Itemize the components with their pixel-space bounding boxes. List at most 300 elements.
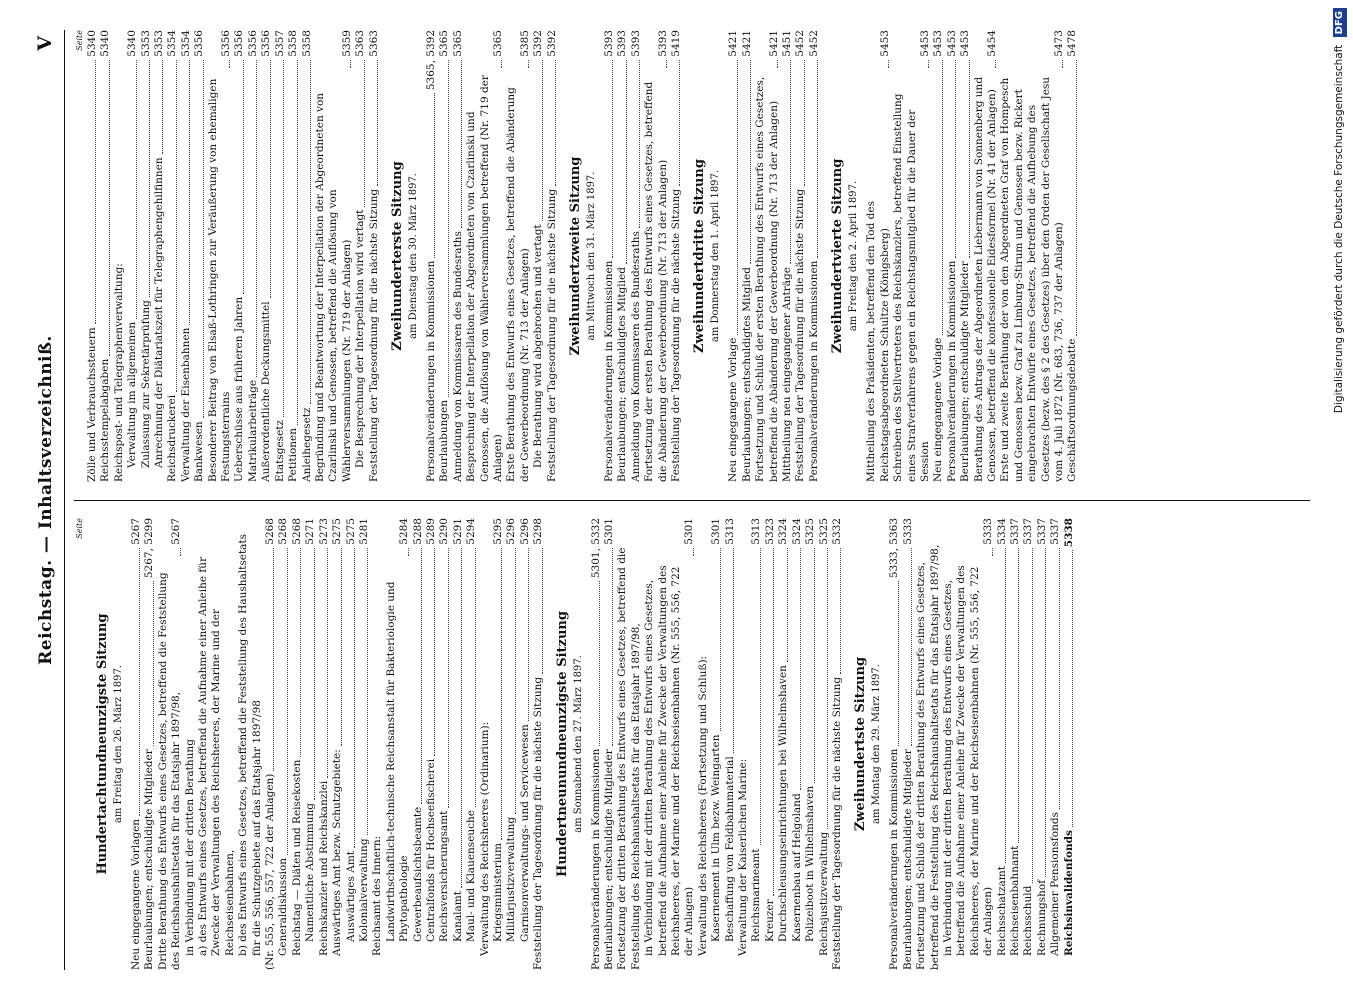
dot-leader bbox=[153, 581, 154, 746]
dot-leader bbox=[528, 60, 529, 68]
entry-page: 5333 bbox=[901, 518, 914, 545]
index-entry bbox=[452, 518, 465, 970]
index-entry bbox=[697, 518, 710, 970]
index-entry bbox=[794, 30, 807, 482]
entry-text: Beurlaubungen; entschuldigte Mitglieder bbox=[143, 749, 156, 970]
index-entry bbox=[264, 518, 277, 970]
session-title: Zweihundertste Sitzung bbox=[853, 656, 869, 832]
index-entry bbox=[465, 518, 478, 970]
entry-page: 5301, 5332 bbox=[589, 518, 602, 579]
entry-page: 5296 bbox=[518, 518, 531, 545]
entry-page: 5353 bbox=[139, 30, 152, 57]
index-entry bbox=[603, 30, 616, 482]
index-entry bbox=[153, 30, 166, 482]
dot-leader bbox=[840, 548, 841, 674]
index-entry bbox=[368, 30, 381, 482]
entry-page: 5313 bbox=[750, 518, 763, 545]
index-entry bbox=[492, 518, 505, 970]
section-198 bbox=[94, 518, 546, 970]
entry-page: 5324 bbox=[790, 518, 803, 545]
entry-text: Polizeiboot in Wilhelmshaven bbox=[804, 785, 817, 942]
entry-page: 5288 bbox=[411, 518, 424, 545]
dot-leader bbox=[626, 60, 627, 264]
section-200 bbox=[852, 518, 1076, 970]
entry-text: Auswärtiges Amt bezw. Schutzgebiete: bbox=[331, 749, 344, 956]
entry-page: 5337 bbox=[1022, 518, 1035, 545]
index-entry bbox=[519, 518, 532, 970]
entry-text: Reichsschatzamt bbox=[995, 866, 1008, 956]
dot-leader bbox=[350, 60, 351, 68]
entry-page: 5452 bbox=[794, 30, 807, 57]
index-entry bbox=[831, 518, 844, 970]
entry-page: 5363 bbox=[354, 30, 367, 57]
dot-leader bbox=[790, 60, 791, 264]
dot-leader bbox=[911, 548, 912, 746]
dot-leader bbox=[666, 60, 667, 68]
index-entry bbox=[184, 518, 197, 970]
entry-page: 5365 bbox=[438, 30, 451, 57]
entry-page: 5419 bbox=[670, 30, 683, 57]
index-entry bbox=[358, 518, 371, 970]
entry-page: 5324 bbox=[777, 518, 790, 545]
entry-text: Anmeldung von Kommissaren des Bundesraths bbox=[451, 231, 464, 482]
entry-page: 5275 bbox=[344, 518, 357, 545]
section-203 bbox=[691, 30, 821, 482]
index-entry bbox=[590, 518, 603, 970]
header-title: Reichstag. — Inhaltsverzeichniß. bbox=[36, 335, 56, 665]
entry-text: Kasernement in Ulm bezw. Weingarten bbox=[710, 734, 723, 942]
entry-page: 5357 bbox=[273, 30, 286, 57]
index-entry bbox=[616, 518, 643, 970]
entry-text: Beurlaubungen; entschuldigte Mitglieder bbox=[901, 749, 914, 970]
index-entry bbox=[892, 30, 932, 482]
index-entry bbox=[331, 518, 344, 970]
dot-leader bbox=[1059, 548, 1060, 809]
entry-text: Personalveränderungen in Kommissionen bbox=[807, 260, 820, 482]
entry-page: 5284 bbox=[398, 518, 411, 545]
entry-page: 5358 bbox=[287, 30, 300, 57]
dot-leader bbox=[461, 60, 462, 228]
index-entry bbox=[113, 30, 126, 482]
dot-leader bbox=[928, 60, 929, 68]
section-199 bbox=[554, 518, 845, 970]
entry-text: Verwaltung des Reichsheeres (Ordinarium): bbox=[478, 721, 491, 956]
index-entry bbox=[126, 30, 139, 482]
entry-page: 5325 bbox=[817, 518, 830, 545]
entry-text: Personalveränderungen in Kommissionen bbox=[589, 748, 602, 970]
entry-page: 5291 bbox=[451, 518, 464, 545]
dfg-logo: DFG bbox=[1333, 8, 1347, 37]
entry-text: in Verbindung mit der dritten Berathung des Entwurfs eines Gesetzes, betreffend die Aufnahme einer Anleihe für Zwecke der Verwaltungen des Reichsheeres, der Marine und der Reichseisenbahnen (Nr. 555, 556, 722 der Anlagen) bbox=[941, 565, 995, 956]
entry-text: Feststellung der Tagesordnung für die nächste Sitzung bbox=[670, 188, 683, 482]
entry-page: 5356 bbox=[246, 30, 259, 57]
entry-text: a) des Entwurfs eines Gesetzes, betreffend die Aufnahme einer Anleihe für Zwecke der Verwaltungen des Reichsheeres, der Marine und der Reichseisenbahnen, bbox=[197, 556, 236, 956]
index-entry bbox=[247, 30, 260, 482]
entry-text: Petitionen bbox=[287, 427, 300, 482]
entry-page: 5356 bbox=[193, 30, 206, 57]
index-entry bbox=[260, 30, 273, 482]
entry-page: 5392 bbox=[532, 30, 545, 57]
entry-text: Beschaffung von Feldbahnmaterial bbox=[723, 756, 736, 942]
entry-page: 5453 bbox=[945, 30, 958, 57]
entry-text: Besprechung der Interpellation der Abgeordneten von Czarlinski und Genossen, die Auflösung von Wählerversammlungen betreffend (Nr. 719 der Anlagen) bbox=[465, 75, 504, 482]
dot-leader bbox=[162, 60, 163, 155]
entry-page: 5267, 5299 bbox=[143, 518, 156, 579]
entry-text: Feststellung der Tagesordnung für die nächste Sitzung bbox=[794, 188, 807, 482]
dot-leader bbox=[95, 60, 96, 325]
entry-page: 5301 bbox=[683, 518, 696, 545]
entry-text: Geschäftsordnungsdebatte bbox=[1066, 338, 1079, 482]
dot-leader bbox=[149, 60, 150, 297]
entry-text: Reichsdruckerei bbox=[166, 394, 179, 482]
entry-page: 5356 bbox=[220, 30, 233, 57]
entry-page: 5421 bbox=[727, 30, 740, 57]
entry-page: 5421 bbox=[740, 30, 753, 57]
dot-leader bbox=[737, 60, 738, 335]
entry-page: 5295 bbox=[491, 518, 504, 545]
entry-text: Fortsetzung der dritten Berathung des Entwurfs eines Gesetzes, betreffend die Feststellung des Reichshaushaltsetats für das Etatsjahr 1897/98, bbox=[616, 547, 642, 970]
entry-text: Anmeldung von Kommissaren des Bundesraths bbox=[629, 231, 642, 482]
entry-text: Zölle und Verbrauchssteuern bbox=[86, 327, 98, 482]
entry-text: Landwirthschaftlich-technische Reichsanstalt für Bakteriologie und Phytopathologie bbox=[384, 581, 411, 942]
entry-page: 5337 bbox=[1035, 518, 1048, 545]
entry-page: 5363 bbox=[367, 30, 380, 57]
entry-text: Reichspost- und Telegraphenverwaltung: bbox=[112, 263, 125, 482]
entry-page: 5385 bbox=[518, 30, 531, 57]
index-entry bbox=[479, 518, 492, 970]
dot-leader bbox=[827, 548, 828, 829]
entry-page: 5392 bbox=[545, 30, 558, 57]
dot-leader bbox=[283, 60, 284, 417]
session-date: am Mittwoch den 31. März 1897. bbox=[586, 171, 597, 341]
entry-text: Besonderer Beitrag von Elsaß-Lothringen zur Veräußerung von ehemaligen Festungsterrains bbox=[206, 78, 233, 482]
entry-text: Fortsetzung und Schluß der ersten Berathung des Entwurfs eines Gesetzes, betreffend die Abänderung der Gewerbeordnung (Nr. 713 der Anlagen) bbox=[754, 76, 780, 482]
dot-leader bbox=[1062, 60, 1063, 68]
entry-text: Verwaltung des Reichsheeres (Fortsetzung und Schluß): bbox=[696, 655, 709, 956]
dot-leader bbox=[327, 548, 328, 778]
entry-text: Generaldiskussion bbox=[277, 857, 290, 956]
dot-leader bbox=[297, 60, 298, 425]
rotated-index-page bbox=[30, 30, 1320, 970]
session-date: am Donnerstag den 1. April 1897. bbox=[710, 169, 722, 343]
index-entry bbox=[425, 30, 438, 482]
dot-leader bbox=[777, 60, 778, 68]
dot-leader bbox=[364, 60, 365, 207]
dot-leader bbox=[555, 60, 556, 186]
entry-text: b) des Entwurfs eines Gesetzes, betreffend die Feststellung des Haushaltsetats für die Schutzgebiete auf das Etatsjahr 1897/98 bbox=[237, 533, 263, 956]
entry-text: Beurlaubungen; entschuldigtes Mitglied bbox=[740, 267, 753, 482]
session-title: Zweihundertdritte Sitzung bbox=[692, 159, 708, 353]
funding-note bbox=[1328, 8, 1350, 992]
entry-page: 5333 bbox=[982, 518, 995, 545]
entry-page: 5453 bbox=[918, 30, 931, 57]
dot-leader bbox=[434, 548, 435, 756]
entry-text: Kreuzer bbox=[763, 899, 776, 942]
index-entry bbox=[318, 518, 331, 970]
dot-leader bbox=[720, 548, 721, 732]
index-entry bbox=[902, 518, 915, 970]
entry-text: Bankwesen bbox=[193, 421, 206, 482]
entry-text: Neu eingegangene Vorlagen bbox=[130, 818, 142, 970]
index-entry bbox=[233, 30, 246, 482]
entry-page: 5337 bbox=[1049, 518, 1062, 545]
dot-leader bbox=[942, 60, 943, 335]
dot-leader bbox=[354, 548, 355, 848]
session-title: Zweihundertzweite Sitzung bbox=[568, 156, 583, 356]
index-entry bbox=[1036, 518, 1049, 970]
entry-page: 5453 bbox=[959, 30, 972, 57]
entry-text: Rechnungshof bbox=[1035, 879, 1048, 956]
dot-leader bbox=[287, 548, 288, 855]
index-entry bbox=[180, 30, 193, 482]
dot-leader bbox=[300, 548, 301, 757]
index-entry bbox=[932, 30, 945, 482]
index-entry bbox=[314, 30, 354, 482]
index-entry bbox=[86, 30, 99, 482]
dot-leader bbox=[814, 548, 815, 783]
index-entry bbox=[942, 518, 996, 970]
dot-leader bbox=[1072, 550, 1073, 827]
entry-text: Neu eingegangene Vorlage bbox=[932, 337, 945, 482]
entry-page: 5340 bbox=[86, 30, 98, 57]
dot-leader bbox=[612, 60, 613, 258]
dot-leader bbox=[310, 60, 311, 405]
dot-leader bbox=[109, 60, 110, 356]
entry-text: Die Besprechung der Interpellation wird vertagt bbox=[354, 209, 367, 468]
entry-page: 5453 bbox=[878, 30, 891, 57]
index-entry bbox=[865, 30, 892, 482]
entry-text: Centralfonds für Hochseefischerei bbox=[424, 758, 437, 942]
entry-text: Auswärtiges Amt bbox=[344, 851, 357, 942]
index-entry bbox=[915, 518, 942, 970]
dot-leader bbox=[955, 60, 956, 258]
entry-page: 5393 bbox=[616, 30, 629, 57]
index-entry bbox=[727, 30, 740, 482]
entry-text: (Nr. 555, 556, 557, 722 der Anlagen) bbox=[264, 773, 277, 970]
dot-leader bbox=[1005, 548, 1006, 863]
entry-text: Reichsamt des Innern: bbox=[371, 835, 384, 956]
session-title: Hundertneunundneunzigste Sitzung bbox=[554, 611, 570, 877]
entry-text: Schreiben des Stellvertreters des Reichskanzlers, betreffend Einstellung eines Strafverfahrens gegen ein Reichstagsmitglied für die Dauer der Session bbox=[892, 93, 931, 482]
index-entry bbox=[354, 30, 367, 482]
entry-page: 5323 bbox=[763, 518, 776, 545]
index-entry bbox=[301, 30, 314, 482]
dot-leader bbox=[787, 548, 788, 662]
running-header bbox=[30, 30, 65, 970]
index-entry bbox=[532, 30, 545, 482]
entry-text: Feststellung der Tagesordnung für die nächste Sitzung bbox=[367, 188, 380, 482]
entry-text: Beurlaubungen; entschuldigte Mitglieder bbox=[959, 261, 972, 482]
dot-leader bbox=[139, 548, 140, 816]
index-entry bbox=[777, 518, 790, 970]
dot-leader bbox=[693, 548, 694, 556]
dot-leader bbox=[189, 60, 190, 325]
index-entry bbox=[603, 518, 616, 970]
entry-text: Gewerbeaufsichtsbeamte bbox=[411, 806, 424, 942]
entry-page: 5267 bbox=[170, 518, 183, 545]
index-entry bbox=[130, 518, 143, 970]
index-entry bbox=[1066, 30, 1079, 482]
entry-page: 5356 bbox=[260, 30, 273, 57]
dot-leader bbox=[176, 60, 177, 392]
entry-text: Maul- und Klauenseuche bbox=[465, 809, 478, 942]
entry-text: Berathung des Antrags der Abgeordneten Liebermann von Sonnenberg und Genossen, betreffend die konfessionelle Eidesformel (Nr. 41 der Anlagen) bbox=[972, 76, 998, 482]
dot-leader bbox=[243, 60, 244, 294]
entry-page: 5337 bbox=[1008, 518, 1021, 545]
entry-text: Reichsstempelabgaben bbox=[99, 358, 112, 482]
entry-page: 5268 bbox=[290, 518, 303, 545]
dot-leader bbox=[421, 548, 422, 804]
entry-page: 5421 bbox=[767, 30, 780, 57]
index-entry bbox=[277, 518, 290, 970]
session-date: am Dienstag den 30. März 1897. bbox=[407, 173, 419, 339]
dot-leader bbox=[448, 60, 449, 397]
entry-page: 5273 bbox=[317, 518, 330, 545]
entry-text: Reichsschuld bbox=[1022, 885, 1035, 956]
entry-text: Namentliche Abstimmung bbox=[304, 803, 317, 942]
entry-text: Militärjustizverwaltung bbox=[505, 816, 518, 942]
index-entry bbox=[946, 30, 959, 482]
entry-text: Anrechnung der Diätariatszeit für Telegraphengehilfinnen bbox=[153, 157, 166, 468]
entry-text: Kriegsministerium bbox=[491, 843, 504, 942]
entry-page: 5354 bbox=[166, 30, 179, 57]
entry-page: 5332 bbox=[830, 518, 843, 545]
index-entry bbox=[973, 30, 1000, 482]
index-entry bbox=[710, 518, 723, 970]
entry-page: 5354 bbox=[179, 30, 192, 57]
index-entry bbox=[166, 30, 179, 482]
dot-leader bbox=[992, 548, 993, 556]
index-entry bbox=[888, 518, 901, 970]
dot-leader bbox=[434, 93, 435, 257]
index-entry bbox=[291, 518, 304, 970]
index-entry bbox=[140, 30, 153, 482]
entry-text: Kolonialverwaltung bbox=[357, 838, 370, 942]
index-entry bbox=[764, 518, 777, 970]
entry-text: Kasernenbau auf Helgoland bbox=[790, 793, 803, 942]
dot-leader bbox=[542, 548, 543, 674]
index-entry bbox=[754, 30, 781, 482]
index-entry bbox=[643, 518, 697, 970]
entry-page: 5393 bbox=[603, 30, 615, 57]
entry-page: 5365 bbox=[451, 30, 464, 57]
entry-text: Kanalamt bbox=[451, 891, 464, 942]
entry-page: 5298 bbox=[532, 518, 545, 545]
dot-leader bbox=[367, 548, 368, 836]
index-entry bbox=[304, 518, 317, 970]
index-entry bbox=[781, 30, 794, 482]
entry-page: 5451 bbox=[781, 30, 794, 57]
index-entry bbox=[237, 518, 264, 970]
entry-page: 5473 bbox=[1052, 30, 1065, 57]
entry-page: 5393 bbox=[629, 30, 642, 57]
dot-leader bbox=[817, 60, 818, 258]
entry-page: 5359 bbox=[340, 30, 353, 57]
dot-leader bbox=[229, 60, 230, 68]
dot-leader bbox=[448, 548, 449, 808]
index-entry bbox=[804, 518, 817, 970]
entry-text: Personalveränderungen in Kommissionen bbox=[945, 260, 958, 482]
dot-leader bbox=[639, 60, 640, 228]
section-202 bbox=[567, 30, 683, 482]
entry-text: Mittheilung des Präsidenten, betreffend den Tod des Reichstagsabgeordneten Schultze (Königsberg) bbox=[865, 201, 891, 482]
entry-text: Erste und zweite Berathung der von den Abgeordneten Graf von Hompesch und Genossen bezw. Graf zu Limburg-Stirum und Genossen bezw. Rickert eingebrachten Entwürfe eines Gesetzes, betreffend die Aufhebung des Gesetzes (bezw. des § 2 des Gesetzes) über den Orden der Gesellschaft Jesu vom 4. Juli 1872 (Nr. 683, 736, 737 der Anlagen) bbox=[999, 76, 1065, 482]
dot-leader bbox=[612, 548, 613, 746]
dot-leader bbox=[461, 548, 462, 888]
index-entry bbox=[546, 30, 559, 482]
entry-text: Verwaltung der Eisenbahnen bbox=[179, 327, 192, 482]
index-entry bbox=[274, 30, 287, 482]
session-title: Hundertachtundneunzigste Sitzung bbox=[95, 613, 110, 875]
entry-page: 5340 bbox=[99, 30, 112, 57]
index-entry bbox=[999, 30, 1066, 482]
seite-label: Seite bbox=[75, 518, 84, 539]
dot-leader bbox=[501, 60, 502, 68]
dot-leader bbox=[501, 548, 502, 840]
index-entry bbox=[371, 518, 384, 970]
dot-leader bbox=[408, 548, 409, 556]
dot-leader bbox=[599, 581, 600, 745]
dot-leader bbox=[888, 60, 889, 68]
dot-leader bbox=[1018, 548, 1019, 843]
entry-page: 5301 bbox=[603, 518, 615, 545]
dot-leader bbox=[203, 60, 204, 419]
entry-page: 5338 bbox=[1062, 518, 1075, 548]
entry-page: 5333, 5363 bbox=[888, 518, 901, 579]
entry-text: Reichstag — Diäten und Reisekosten bbox=[290, 759, 303, 956]
dot-leader bbox=[679, 60, 680, 186]
entry-text: Fortsetzung und Schluß der dritten Berathung des Entwurfs eines Gesetzes, betreffend die Feststellung des Reichshaushaltsetats für das Etatsjahr 1897/98, bbox=[915, 544, 941, 970]
dot-leader bbox=[542, 60, 543, 222]
entry-text: Neu eingegangene Vorlage bbox=[727, 337, 740, 482]
entry-page: 5478 bbox=[1066, 30, 1079, 57]
index-entry bbox=[452, 30, 465, 482]
entry-text: Reichsjustizverwaltung bbox=[817, 831, 830, 956]
page-number: V bbox=[34, 36, 56, 51]
dot-leader bbox=[995, 60, 996, 68]
index-entry bbox=[616, 30, 629, 482]
dot-leader bbox=[180, 548, 181, 556]
dot-leader bbox=[760, 548, 761, 846]
index-entry bbox=[287, 30, 300, 482]
index-entry bbox=[505, 518, 518, 970]
entry-page: 5353 bbox=[153, 30, 166, 57]
dot-leader bbox=[314, 548, 315, 800]
entry-page: 5289 bbox=[424, 518, 437, 545]
entry-text: Reichsinvalidenfonds bbox=[1062, 830, 1075, 956]
entry-page: 5281 bbox=[357, 518, 370, 545]
index-entry bbox=[532, 518, 545, 970]
session-date: am Freitag den 26. März 1897. bbox=[113, 664, 124, 824]
entry-text: Zulassung zur Sekretärprüfung bbox=[139, 300, 152, 468]
dot-leader bbox=[270, 60, 271, 299]
index-entry bbox=[1022, 518, 1035, 970]
index-entry bbox=[1063, 518, 1076, 970]
entry-page: 5267 bbox=[130, 518, 142, 545]
entry-text: Erste Berathung des Entwurfs eines Gesetzes, betreffend die Abänderung der Gewerbeordnung (Nr. 713 der Anlagen) bbox=[505, 87, 531, 482]
entry-text: Reichseisenbahnamt bbox=[1008, 845, 1021, 956]
entry-page: 5334 bbox=[995, 518, 1008, 545]
entry-text: Reichsversicherungsamt bbox=[438, 810, 451, 942]
dot-leader bbox=[969, 60, 970, 258]
index-entry bbox=[741, 30, 754, 482]
entry-text: Allgemeiner Pensionsfonds bbox=[1049, 812, 1062, 956]
entry-text: in Verbindung mit der dritten Berathung bbox=[183, 739, 196, 956]
dot-leader bbox=[800, 548, 801, 791]
entry-page: 5365, 5392 bbox=[424, 30, 437, 91]
index-entry bbox=[465, 30, 505, 482]
dot-leader bbox=[1032, 548, 1033, 883]
